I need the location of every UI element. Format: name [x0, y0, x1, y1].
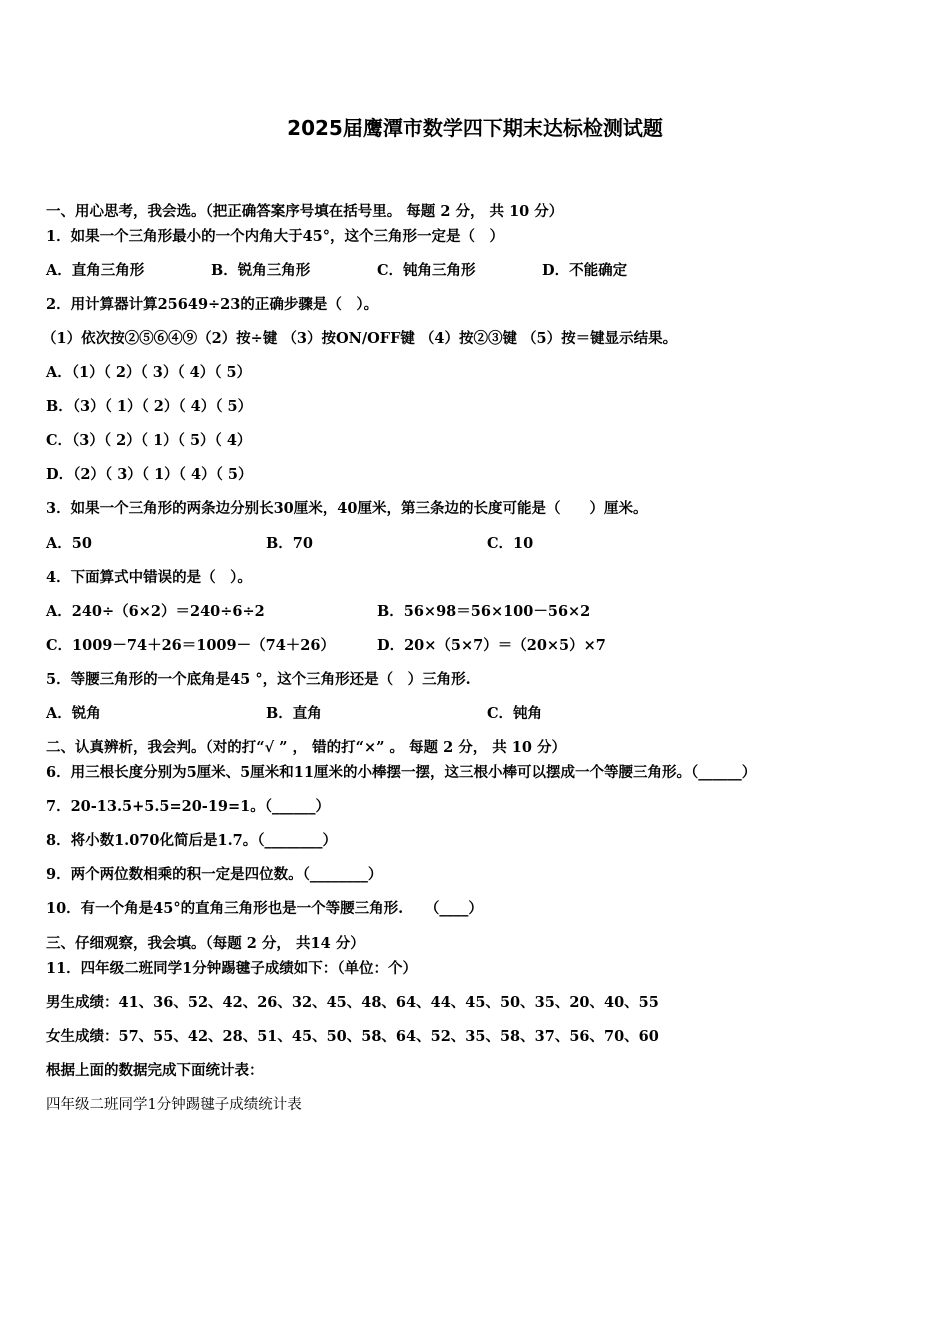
- question-5-stem: 5．等腰三角形的一个底角是45 °，这个三角形还是（ ）三角形.: [46, 671, 471, 688]
- question-2-stem: 2．用计算器计算25649÷23的正确步骤是（ ）。: [46, 296, 379, 313]
- q5-option-b: B．直角: [266, 705, 322, 722]
- q4-option-c: C．1009－74＋26＝1009－（74＋26）: [46, 637, 335, 654]
- question-7: 7．20-13.5+5.5=20-19=1。（______）: [46, 798, 330, 815]
- q1-option-b: B．锐角三角形: [211, 262, 311, 279]
- q2-option-a: A．（1）（ 2）（ 3）（ 4）（ 5）: [46, 364, 252, 381]
- boys-scores: 男生成绩：41、36、52、42、26、32、45、48、64、44、45、50、35、20、40、55: [46, 994, 659, 1011]
- q1-option-c: C．钝角三角形: [377, 262, 476, 279]
- question-9: 9．两个两位数相乘的积一定是四位数。（________）: [46, 866, 383, 883]
- q3-option-b: B．70: [266, 535, 313, 552]
- question-2-steps: （1）依次按②⑤⑥④⑨（2）按÷键 （3）按ON/OFF键 （4）按②③键 （5）按＝键显示结果。: [42, 330, 678, 347]
- q5-option-a: A．锐角: [46, 705, 101, 722]
- question-4-stem: 4．下面算式中错误的是（ ）。: [46, 569, 252, 586]
- section-1-heading: 一、用心思考，我会选。（把正确答案序号填在括号里。 每题 2 分， 共 10 分）: [46, 203, 564, 220]
- girls-scores: 女生成绩：57、55、42、28、51、45、50、58、64、52、35、58、37、56、70、60: [46, 1028, 659, 1045]
- q2-option-b: B．（3）（ 1）（ 2）（ 4）（ 5）: [46, 398, 253, 415]
- q4-option-d: D．20×（5×7）＝（20×5）×7: [377, 637, 606, 654]
- q3-option-a: A．50: [46, 535, 92, 552]
- q5-option-c: C．钝角: [487, 705, 543, 722]
- question-6: 6．用三根长度分别为5厘米、5厘米和11厘米的小棒摆一摆，这三根小棒可以摆成一个等腰三角形。（______）: [46, 764, 757, 781]
- question-11-stem: 11．四年级二班同学1分钟踢毽子成绩如下：（单位：个）: [46, 960, 418, 977]
- section-3-heading: 三、仔细观察，我会填。（每题 2 分， 共14 分）: [46, 935, 365, 952]
- q4-option-b: B．56×98＝56×100－56×2: [377, 603, 591, 620]
- section-2-heading: 二、认真辨析，我会判。（对的打“√ ” ， 错的打“×” 。 每题 2 分， 共 10 分）: [46, 739, 567, 756]
- question-3-stem: 3．如果一个三角形的两条边分别长30厘米，40厘米，第三条边的长度可能是（ ）厘米。: [46, 500, 648, 517]
- q1-option-d: D．不能确定: [542, 262, 628, 279]
- q2-option-d: D．（2）（ 3）（ 1）（ 4）（ 5）: [46, 466, 253, 483]
- q1-option-a: A．直角三角形: [46, 262, 145, 279]
- q2-option-c: C．（3）（ 2）（ 1）（ 5）（ 4）: [46, 432, 252, 449]
- question-8: 8．将小数1.070化简后是1.7。（________）: [46, 832, 337, 849]
- q3-option-c: C．10: [487, 535, 534, 552]
- page-title: 2025届鹰潭市数学四下期末达标检测试题: [287, 116, 663, 140]
- table-instruction: 根据上面的数据完成下面统计表：: [46, 1062, 264, 1079]
- question-10: 10．有一个角是45°的直角三角形也是一个等腰三角形. （____）: [46, 900, 483, 917]
- question-1-stem: 1．如果一个三角形最小的一个内角大于45°，这个三角形一定是（ ）: [46, 228, 505, 245]
- table-caption: 四年级二班同学1分钟踢毽子成绩统计表: [46, 1097, 302, 1113]
- q4-option-a: A．240÷（6×2）＝240÷6÷2: [46, 603, 265, 620]
